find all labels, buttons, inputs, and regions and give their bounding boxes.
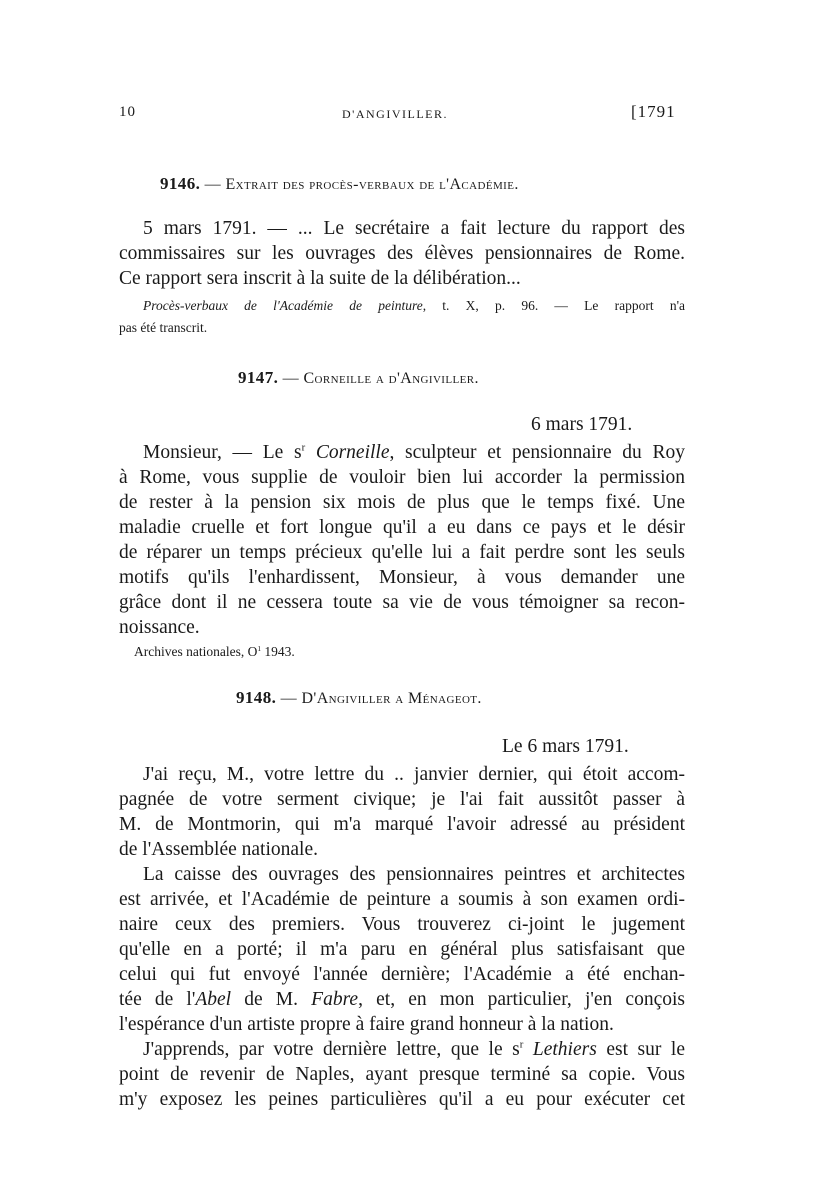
text-line: de l'Assemblée nationale. — [119, 839, 318, 860]
text-line — [143, 1037, 685, 1062]
text-line: pagnée de votre serment civique; je l'ai fait aussitôt passer à — [119, 789, 685, 810]
text-line: naire ceux des premiers. Vous trouverez ci-joint le jugement — [119, 914, 685, 935]
text-line: grâce dont il ne cessera toute sa vie de vous témoigner sa recon- — [119, 592, 685, 613]
text-line: motifs qu'ils l'enhardissent, Monsieur, à vous demander une — [119, 567, 685, 588]
running-title: D'ANGIVILLER. — [342, 107, 448, 121]
source-note-9147 — [134, 640, 295, 663]
text-fragment: J'apprends, par votre dernière lettre, que le s — [143, 1039, 520, 1060]
heading-dash: — — [200, 176, 226, 193]
text-line: Ce rapport sera inscrit à la suite de la délibération... — [119, 268, 521, 289]
person-name: Corneille — [315, 442, 390, 463]
heading-dash: — — [276, 690, 302, 707]
entry-number: 9148. — [236, 688, 277, 707]
text-line: de rester à la pension six mois de plus que le temps fixé. Une — [119, 492, 685, 513]
artwork-title: Abel — [195, 989, 232, 1010]
source-archive: Archives nationales, O — [134, 644, 258, 659]
text-line: celui qui fut envoyé l'année dernière; l'Académie a été enchan- — [119, 964, 685, 985]
text-fragment: tée de l' — [119, 989, 196, 1010]
entry-heading-9146 — [160, 174, 519, 194]
text-fragment: est sur le — [596, 1039, 686, 1060]
heading-dash: — — [278, 370, 304, 387]
entry-title: Extrait des procès-verbaux de l'Académie. — [225, 176, 519, 193]
text-fragment: , sculpteur et pensionnaire du Roy — [389, 442, 685, 463]
person-name: Lethiers — [532, 1039, 597, 1060]
source-sup: 1 — [257, 643, 262, 653]
entry-title: Corneille a d'Angiviller. — [303, 370, 479, 387]
text-fragment: , et, en mon particulier, j'en conçois — [358, 989, 685, 1010]
text-line: M. de Montmorin, qui m'a marqué l'avoir adressé au président — [119, 814, 685, 835]
source-line — [143, 294, 685, 317]
entry-heading-9148 — [236, 688, 482, 708]
text-line — [143, 440, 685, 465]
entry-title: D'Angiviller a Ménageot. — [301, 690, 482, 707]
entry-number: 9146. — [160, 174, 201, 193]
source-line: pas été transcrit. — [119, 320, 208, 335]
text-line: La caisse des ouvrages des pensionnaires peintres et architectes — [143, 864, 685, 885]
source-title: Procès-verbaux de l'Académie de peinture — [143, 298, 423, 313]
text-line: qu'elle en a porté; il m'a paru en général plus satisfaisant que — [119, 939, 685, 960]
salutation: Monsieur, — Le s — [143, 442, 302, 463]
page-number: 10 — [119, 104, 136, 120]
letter-date: 6 mars 1791. — [531, 414, 633, 435]
abbrev-sup: r — [519, 1038, 524, 1051]
text-line: commissaires sur les ouvrages des élèves pensionnaires de Rome. — [119, 243, 685, 264]
text-fragment: de M. — [231, 989, 312, 1010]
text-line: 5 mars 1791. — ... Le secrétaire a fait lecture du rapport des — [143, 218, 685, 239]
entry-number: 9147. — [238, 368, 279, 387]
source-ref: 1943. — [261, 644, 295, 659]
text-line: est arrivée, et l'Académie de peinture a soumis à son examen ordi- — [119, 889, 685, 910]
text-line: l'espérance d'un artiste propre à faire grand honneur à la nation. — [119, 1014, 614, 1035]
text-line: J'ai reçu, M., votre lettre du .. janvier dernier, qui étoit accom- — [143, 764, 685, 785]
text-line: noissance. — [119, 617, 200, 638]
text-line: point de revenir de Naples, ayant presque terminé sa copie. Vous — [119, 1064, 685, 1085]
entry-heading-9147 — [238, 368, 479, 388]
text-line: de réparer un temps précieux qu'elle lui a fait perdre sont les seuls — [119, 542, 685, 563]
text-line — [119, 987, 685, 1012]
text-line: à Rome, vous supplie de vouloir bien lui accorder la permission — [119, 467, 685, 488]
text-line: maladie cruelle et fort longue qu'il a eu dans ce pays et le désir — [119, 517, 685, 538]
year-mark: [1791 — [631, 102, 676, 121]
letter-date: Le 6 mars 1791. — [502, 736, 629, 757]
person-name: Fabre — [311, 989, 359, 1010]
abbrev-sup: r — [301, 441, 306, 454]
text-line: m'y exposez les peines particulières qu'il a eu pour exécuter cet — [119, 1089, 685, 1110]
source-ref: , t. X, p. 96. — Le rapport n'a — [422, 298, 685, 313]
